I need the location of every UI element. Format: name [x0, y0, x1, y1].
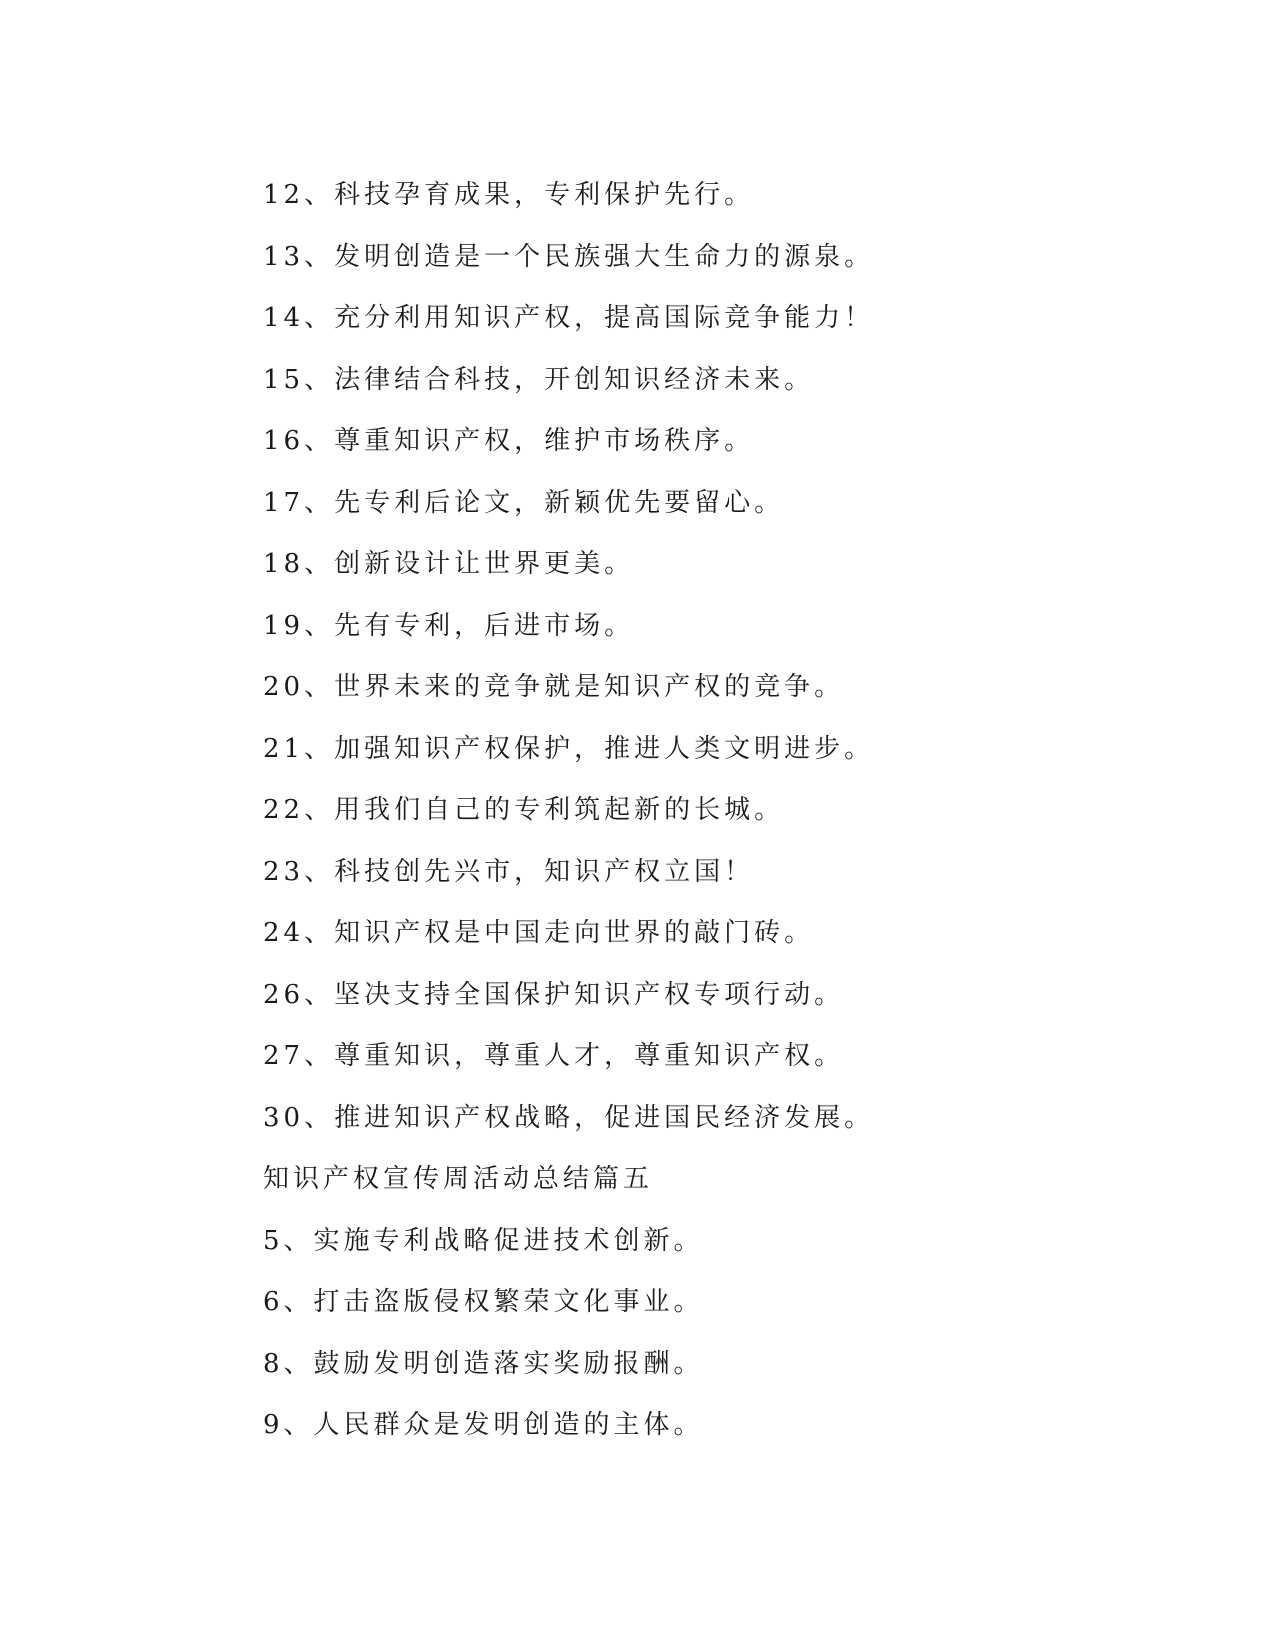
- slogan-line: 21、加强知识产权保护，推进人类文明进步。: [263, 733, 875, 764]
- slogan-line: 5、实施专利战略促进技术创新。: [263, 1225, 704, 1256]
- document-body: [263, 165, 1063, 1457]
- slogan-line: 15、法律结合科技，开创知识经济未来。: [263, 364, 815, 395]
- slogan-line: 26、坚决支持全国保护知识产权专项行动。: [263, 979, 845, 1010]
- slogan-line: 24、知识产权是中国走向世界的敲门砖。: [263, 918, 815, 948]
- slogan-line: 18、创新设计让世界更美。: [263, 549, 635, 579]
- slogan-line: 13、发明创造是一个民族强大生命力的源泉。: [263, 241, 875, 272]
- slogan-line: 19、先有专利，后进市场。: [263, 610, 635, 641]
- slogan-line: 17、先专利后论文，新颖优先要留心。: [263, 487, 785, 518]
- slogan-line: 22、用我们自己的专利筑起新的长城。: [263, 795, 785, 825]
- slogan-line: 20、世界未来的竞争就是知识产权的竞争。: [263, 672, 845, 702]
- slogan-line: 27、尊重知识，尊重人才，尊重知识产权。: [263, 1041, 845, 1071]
- section-heading: 知识产权宣传周活动总结篇五: [263, 1164, 654, 1194]
- slogan-line: 23、科技创先兴市，知识产权立国！: [263, 856, 755, 887]
- slogan-line: 9、人民群众是发明创造的主体。: [263, 1410, 704, 1440]
- slogan-line: 6、打击盗版侵权繁荣文化事业。: [263, 1287, 704, 1317]
- slogan-line: 14、充分利用知识产权，提高国际竞争能力！: [263, 303, 875, 333]
- slogan-line: 16、尊重知识产权，维护市场秩序。: [263, 426, 755, 456]
- slogan-line: 30、推进知识产权战略，促进国民经济发展。: [263, 1102, 875, 1133]
- slogan-line: 8、鼓励发明创造落实奖励报酬。: [263, 1348, 704, 1379]
- slogan-line: 12、科技孕育成果，专利保护先行。: [263, 180, 755, 210]
